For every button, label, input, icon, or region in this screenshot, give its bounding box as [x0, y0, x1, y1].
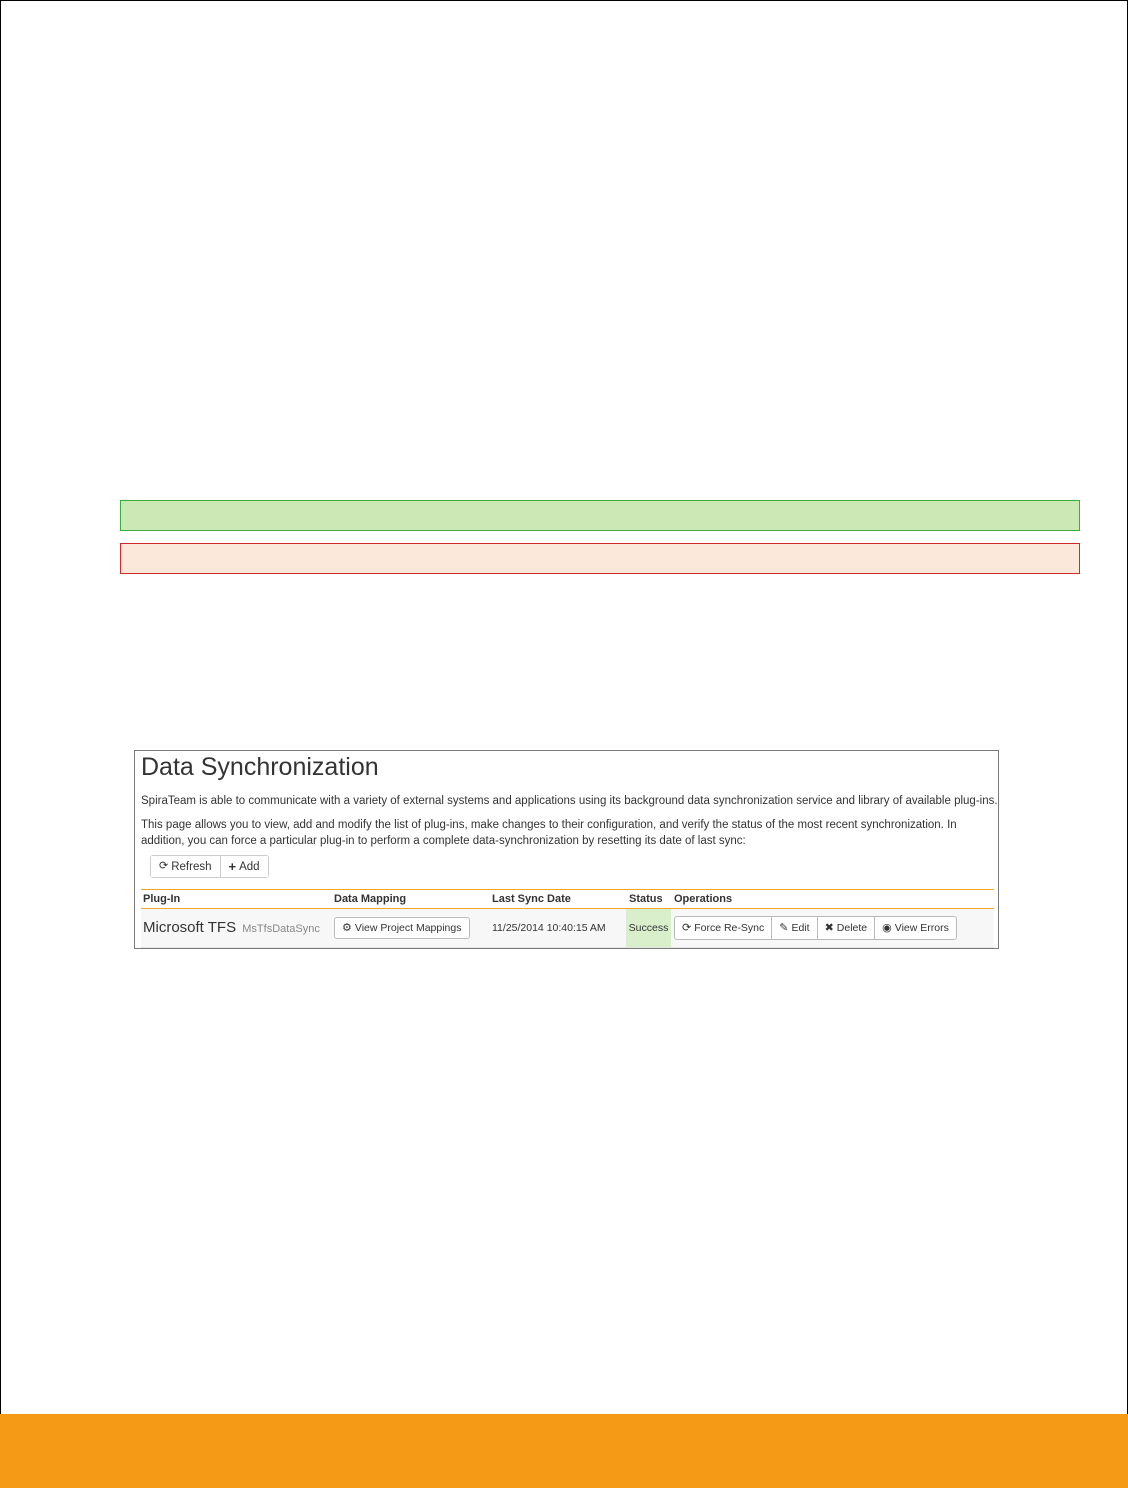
column-header-status: Status	[629, 893, 663, 905]
last-sync-date: 11/25/2014 10:40:15 AM	[492, 922, 606, 934]
edit-icon: ✎	[779, 921, 789, 934]
plugin-name: Microsoft TFS	[143, 919, 237, 936]
view-errors-button[interactable]	[874, 917, 956, 939]
add-button[interactable]	[220, 856, 268, 877]
column-header-last-sync-date: Last Sync Date	[492, 893, 571, 905]
footer-band	[0, 1414, 1128, 1488]
gears-icon: ⚙	[342, 921, 352, 934]
page-title: Data Synchronization	[141, 753, 379, 781]
edit-button[interactable]	[771, 917, 816, 939]
success-message-bar	[120, 500, 1080, 531]
force-resync-label: Force Re-Sync	[694, 922, 765, 934]
description-detail: This page allows you to view, add and modify the list of plug-ins, make changes to their configuration, and verify the status of the most recent synchronization. In addition, you can force a particular plug-in to perform a complete data-synchronization by resetting its date of last sync:	[141, 819, 957, 847]
error-message-bar	[120, 543, 1080, 574]
plugin-grid	[141, 889, 994, 948]
description-intro: SpiraTeam is able to communicate with a variety of external systems and applications using its background data synchronization service and library of available plug-ins.	[141, 795, 998, 807]
view-errors-label: View Errors	[894, 922, 949, 934]
force-resync-button[interactable]	[675, 917, 771, 939]
refresh-button[interactable]	[151, 856, 220, 877]
plugin-token: MsTfsDataSync	[242, 923, 320, 935]
delete-label: Delete	[836, 922, 868, 934]
delete-button[interactable]	[817, 917, 875, 939]
table-row	[141, 909, 994, 948]
plugin-name-cell	[143, 919, 320, 936]
column-header-plugin: Plug-In	[143, 893, 181, 905]
grid-header-row	[141, 889, 994, 909]
data-sync-panel	[134, 750, 999, 949]
view-project-mappings-label: View Project Mappings	[354, 922, 462, 934]
toolbar-button-group	[150, 855, 269, 878]
plus-icon: +	[228, 859, 237, 874]
status-badge	[626, 909, 671, 947]
operations-button-group	[674, 916, 957, 940]
eye-icon: ◉	[882, 921, 892, 934]
status-text: Success	[628, 922, 669, 934]
add-button-label: Add	[239, 860, 260, 873]
refresh-icon: ⟳	[682, 921, 692, 934]
refresh-icon: ⟳	[159, 860, 169, 872]
column-header-data-mapping: Data Mapping	[334, 893, 407, 905]
refresh-button-label: Refresh	[171, 860, 212, 873]
view-project-mappings-button[interactable]	[334, 917, 470, 939]
column-header-operations: Operations	[674, 893, 733, 905]
times-icon: ✖	[824, 921, 834, 934]
edit-label: Edit	[791, 922, 810, 934]
